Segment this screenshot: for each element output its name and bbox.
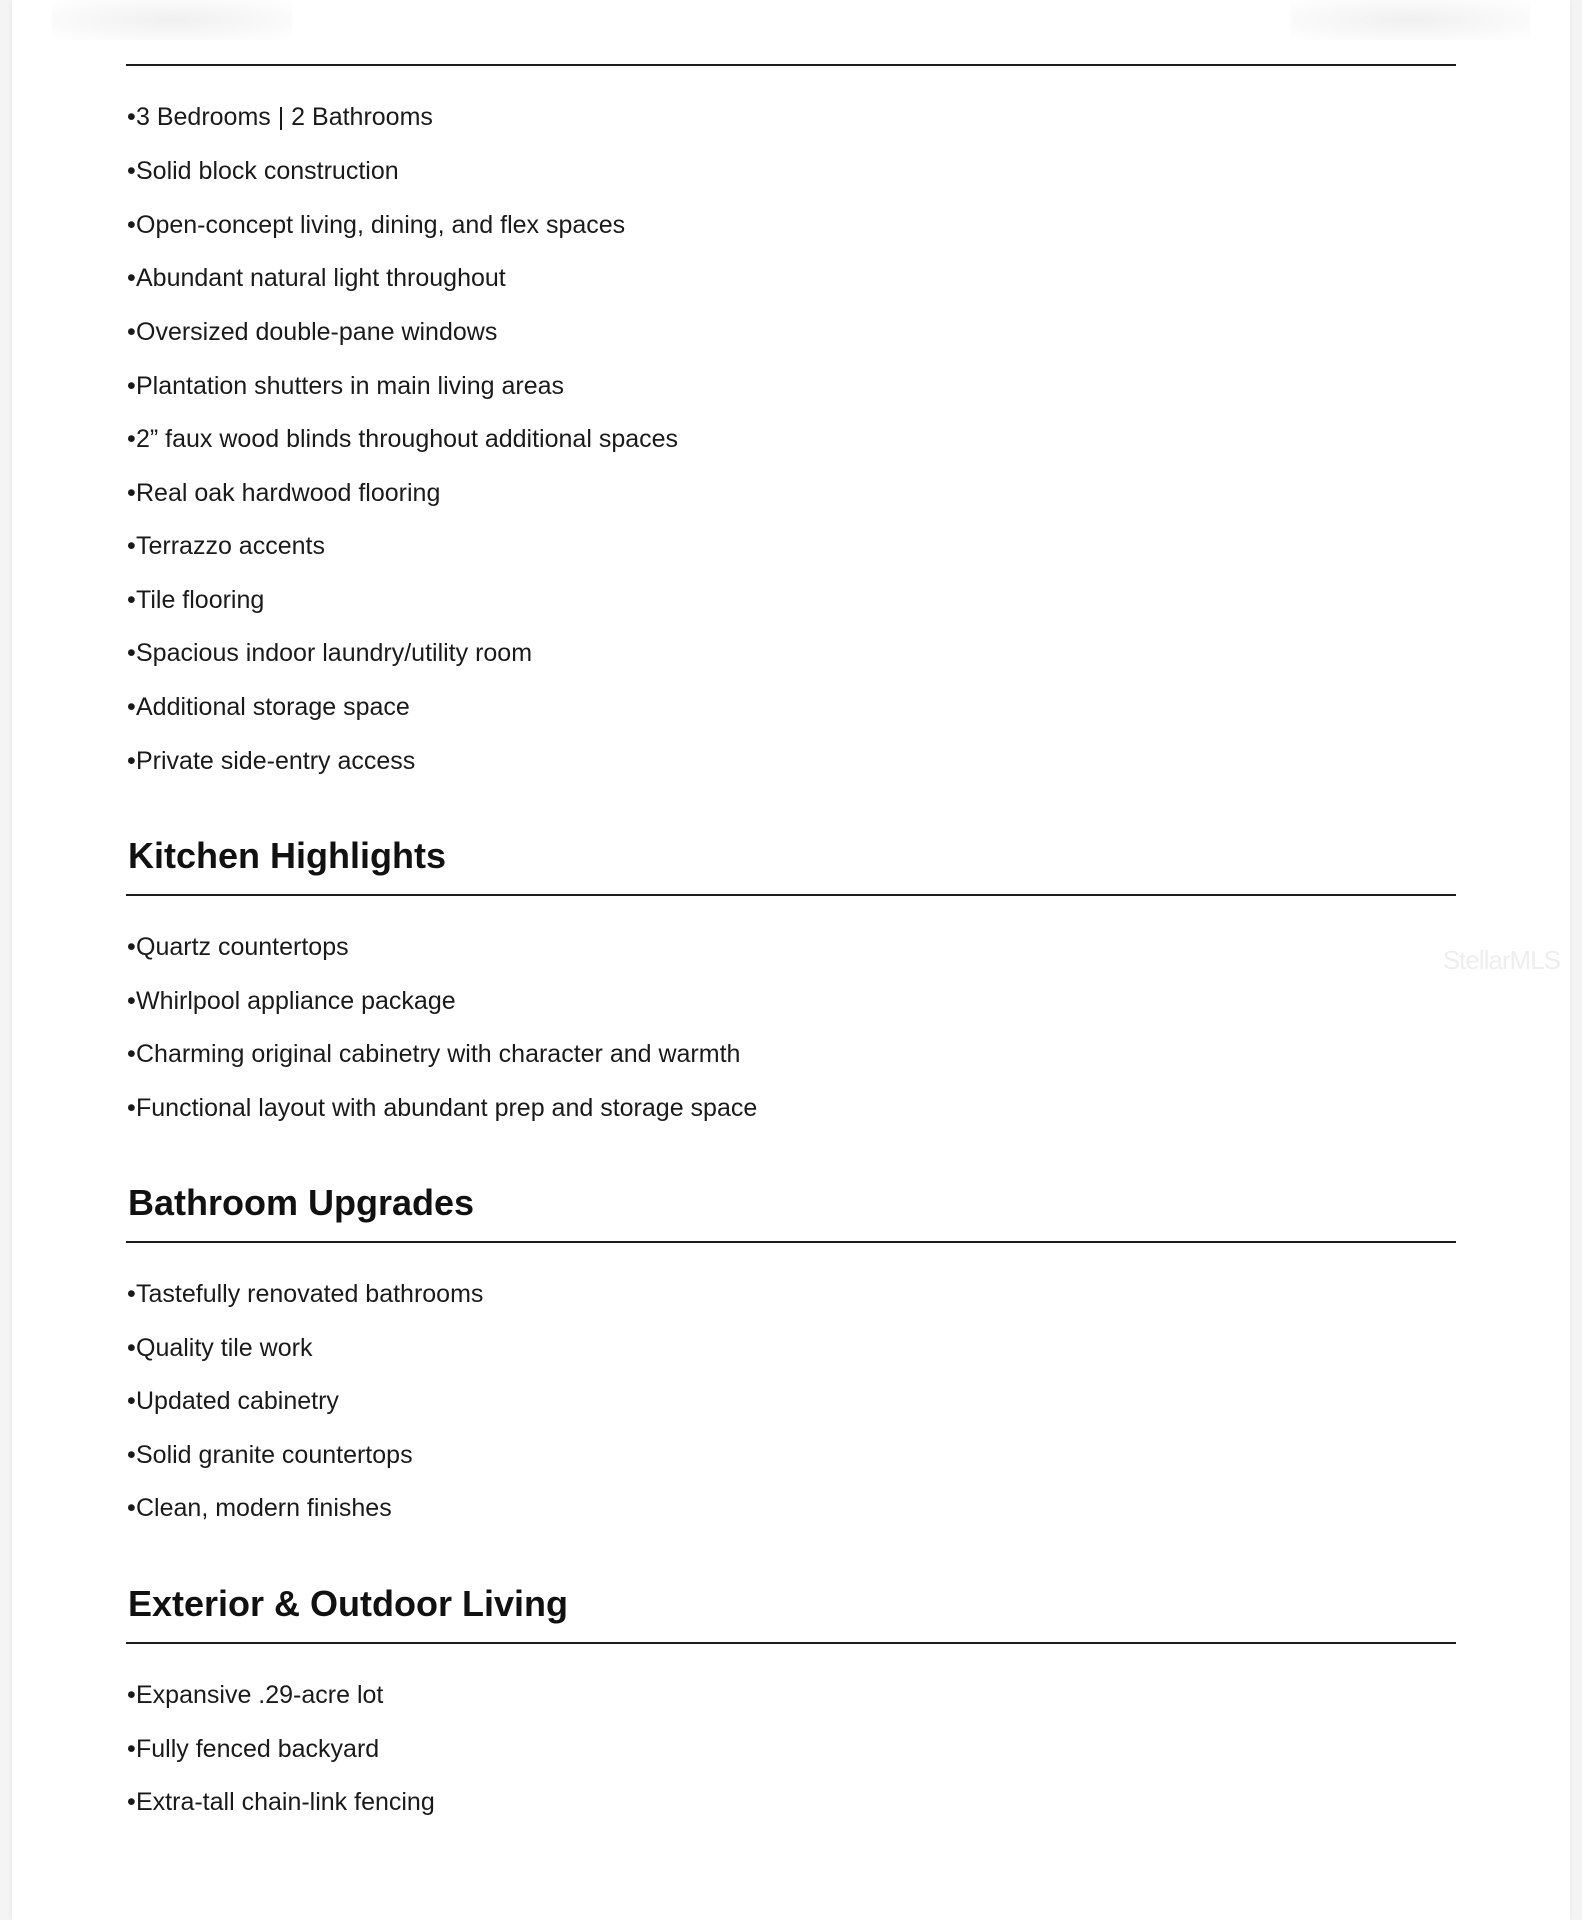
bullet: • bbox=[127, 479, 136, 507]
list-item: • Tile flooring bbox=[127, 586, 265, 614]
list-item: • Spacious indoor laundry/utility room bbox=[127, 639, 533, 667]
bullet: • bbox=[127, 1334, 136, 1362]
list-item: • Extra-tall chain-link fencing bbox=[127, 1788, 435, 1816]
list-item: • Functional layout with abundant prep and storage space bbox=[127, 1094, 758, 1122]
document-page bbox=[12, 0, 1570, 1920]
bullet: • bbox=[127, 425, 136, 453]
bullet: • bbox=[127, 933, 136, 961]
bullet: • bbox=[127, 211, 136, 239]
scan-shadow bbox=[1290, 0, 1530, 40]
watermark: StellarMLS bbox=[1442, 945, 1560, 975]
bullet: • bbox=[127, 1094, 136, 1122]
list-item: • Additional storage space bbox=[127, 693, 410, 721]
bullet: • bbox=[127, 747, 136, 775]
bullet: • bbox=[127, 318, 136, 346]
bullet: • bbox=[127, 157, 136, 185]
list-item: • 2” faux wood blinds throughout additional spaces bbox=[127, 425, 679, 453]
list-item: • Expansive .29-acre lot bbox=[127, 1681, 384, 1709]
bullet: • bbox=[127, 1040, 136, 1068]
bullet: • bbox=[127, 639, 136, 667]
section-heading-kitchen: Kitchen Highlights bbox=[128, 835, 446, 876]
list-item: • Quality tile work bbox=[127, 1334, 313, 1362]
list-item: • Whirlpool appliance package bbox=[127, 987, 456, 1015]
bullet: • bbox=[127, 1788, 136, 1816]
bullet: • bbox=[127, 264, 136, 292]
bullet: • bbox=[127, 693, 136, 721]
list-item: • Open-concept living, dining, and flex spaces bbox=[127, 211, 626, 239]
scan-shadow bbox=[52, 0, 292, 40]
list-item: • Charming original cabinetry with character and warmth bbox=[127, 1040, 741, 1068]
list-item: • Plantation shutters in main living areas bbox=[127, 372, 565, 400]
bullet: • bbox=[127, 1735, 136, 1763]
section-divider bbox=[126, 894, 1456, 896]
list-item: • Quartz countertops bbox=[127, 933, 349, 961]
list-item: • Real oak hardwood flooring bbox=[127, 479, 441, 507]
bullet: • bbox=[127, 987, 136, 1015]
section-divider bbox=[126, 1642, 1456, 1644]
list-item: • Terrazzo accents bbox=[127, 532, 325, 560]
bullet: • bbox=[127, 1441, 136, 1469]
bullet: • bbox=[127, 1494, 136, 1522]
list-item: • Solid block construction bbox=[127, 157, 399, 185]
bullet: • bbox=[127, 1681, 136, 1709]
bullet: • bbox=[127, 372, 136, 400]
bullet: • bbox=[127, 586, 136, 614]
list-item: • Oversized double-pane windows bbox=[127, 318, 498, 346]
list-item: • Tastefully renovated bathrooms bbox=[127, 1280, 484, 1308]
list-item: • 3 Bedrooms | 2 Bathrooms bbox=[127, 103, 433, 131]
bullet: • bbox=[127, 103, 136, 131]
list-item: • Abundant natural light throughout bbox=[127, 264, 506, 292]
bullet: • bbox=[127, 1387, 136, 1415]
list-item: • Clean, modern finishes bbox=[127, 1494, 392, 1522]
section-divider bbox=[126, 64, 1456, 66]
list-item: • Solid granite countertops bbox=[127, 1441, 413, 1469]
section-heading-bathroom: Bathroom Upgrades bbox=[128, 1182, 475, 1223]
bullet: • bbox=[127, 532, 136, 560]
section-divider bbox=[126, 1241, 1456, 1243]
section-heading-exterior: Exterior & Outdoor Living bbox=[128, 1583, 569, 1624]
list-item: • Fully fenced backyard bbox=[127, 1735, 380, 1763]
list-item: • Updated cabinetry bbox=[127, 1387, 339, 1415]
bullet: • bbox=[127, 1280, 136, 1308]
list-item: • Private side-entry access bbox=[127, 747, 416, 775]
